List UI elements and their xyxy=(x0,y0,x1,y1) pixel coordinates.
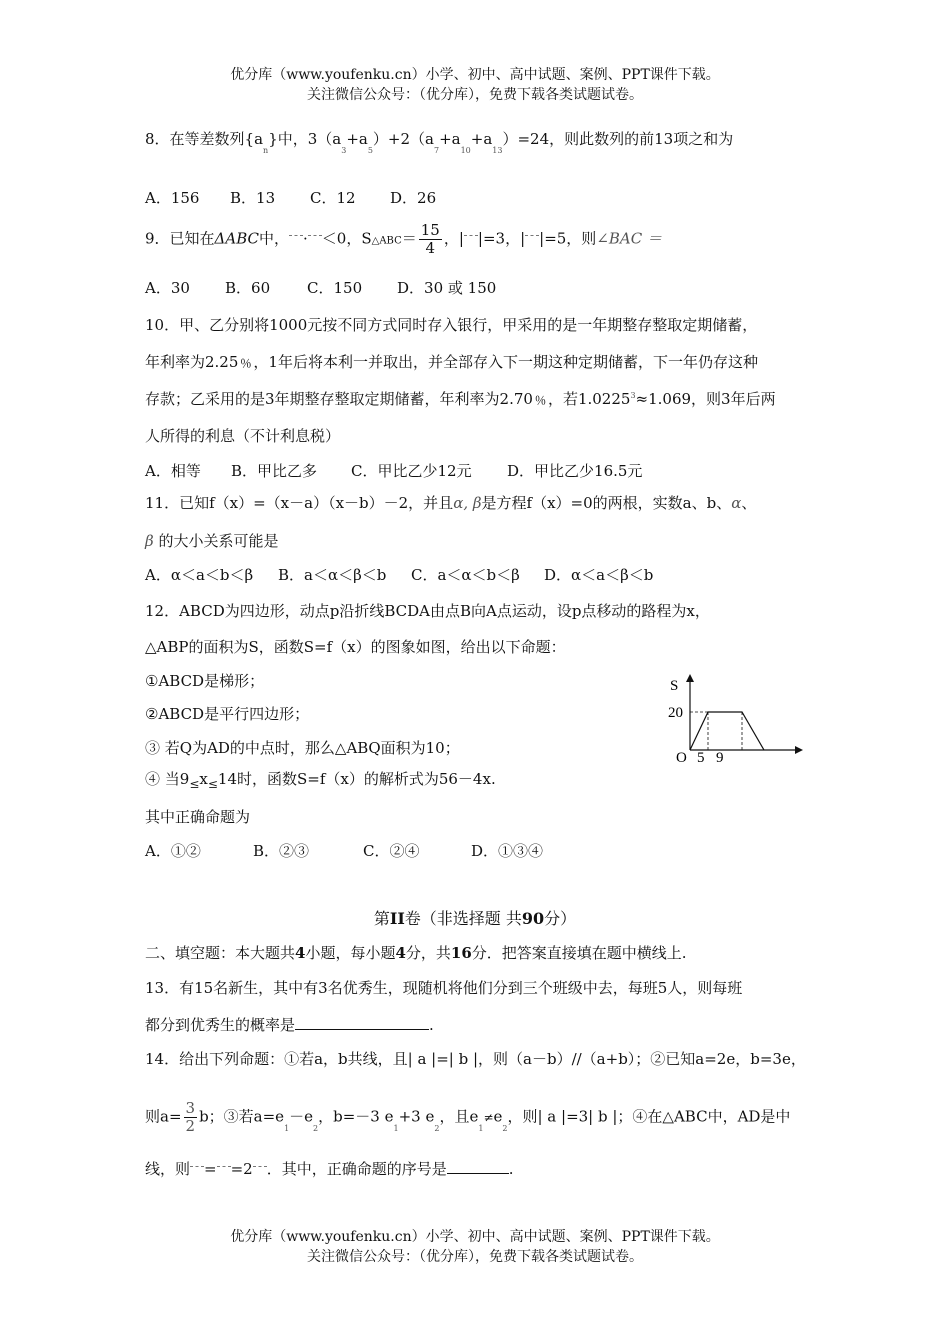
q14-line-2: 则a= $\frac{3}{2}$ b；③若$a=e_1-e_2$，b=－3 $e_1+3$ $e_2$，且$e_1\ne e_2$，则| a |=3| b |；④在△ABC中，AD是中 xyxy=(145,1099,791,1135)
header-line-1: 优分库（www.youfenku.cn）小学、初中、高中试题、案例、PPT课件下载。 xyxy=(230,67,720,83)
q11-line-1: 11．已知f（x）=（x－a）（x－b）－2，并且α, β是方程f（x）=0的两根，实数a、b、α、 xyxy=(145,494,757,512)
vector-ad-icon xyxy=(253,1166,267,1175)
q8-options xyxy=(145,187,436,208)
q12-proposition-2: ②ABCD是平行四边形； xyxy=(145,705,310,723)
option-a[interactable]: A．①② xyxy=(145,842,201,860)
q14-line-3: 线，则 = =2 ．其中，正确命题的序号是 . xyxy=(145,1160,514,1178)
q9-text: |=3，| xyxy=(477,229,526,248)
q9-text: 中， xyxy=(259,229,290,248)
q10-line-3: 存款；乙采用的是3年期整存整取定期储蓄，年利率为2.70﹪，若$1.0225^3\approx 1.069$，则3年后两 xyxy=(145,390,776,408)
q13-line-1: 13．有15名新生，其中有3名优秀生，现随机将他们分到三个班级中去，每班5人，则每班 xyxy=(145,979,743,997)
option-b[interactable]: B．60 xyxy=(225,279,271,297)
q10-options xyxy=(145,460,642,481)
header-line-2: 关注微信公众号：（优分库），免费下载各类试题试卷。 xyxy=(307,87,643,103)
option-c[interactable]: C．甲比乙少12元 xyxy=(351,462,472,480)
q8-text: 8．在等差数列{a xyxy=(145,130,264,148)
option-d[interactable]: D．甲比乙少16.5元 xyxy=(507,462,643,480)
q9-triangle: ΔABC xyxy=(214,229,259,248)
x-axis-arrow-icon xyxy=(795,746,803,754)
q12-proposition-1: ①ABCD是梯形； xyxy=(145,672,265,690)
option-b[interactable]: B．a＜α＜β＜b xyxy=(278,566,387,584)
y-axis-arrow-icon xyxy=(686,674,694,682)
q12-options xyxy=(145,840,543,861)
q9-eq: ＝ xyxy=(401,229,417,248)
option-b[interactable]: B．甲比乙多 xyxy=(231,462,318,480)
option-c[interactable]: C．a＜α＜b＜β xyxy=(411,566,520,584)
vector-ac-icon xyxy=(308,235,322,244)
option-c[interactable]: C．12 xyxy=(310,189,356,207)
graph-x2: 9 xyxy=(716,750,724,766)
option-c[interactable]: C．②④ xyxy=(363,842,420,860)
graph-x1: 5 xyxy=(697,750,705,766)
q12-proposition-3: ③ 若Q为AD的中点时，那么△ABQ面积为10； xyxy=(145,739,460,757)
vector-ab-icon xyxy=(190,1166,204,1175)
q9-dot: · xyxy=(303,229,308,248)
q9-options xyxy=(145,277,496,298)
q12-line-2: △ABP的面积为S，函数S=f（x）的图象如图，给出以下命题： xyxy=(145,638,566,656)
option-d[interactable]: D．30 或 150 xyxy=(397,279,497,297)
section-intro: 二、填空题：本大题共4小题，每小题4分，共16分．把答案直接填在题中横线上. xyxy=(145,944,687,962)
option-d[interactable]: D．α＜a＜β＜b xyxy=(544,566,654,584)
q9-area-sub: △ABC xyxy=(371,235,402,247)
q14-line-1: 14．给出下列命题：①若a，b共线，且| a |=| b |，则（a－b）//（a+b）；②已知a=2e，b=3e， xyxy=(145,1050,806,1068)
q8-text: +a xyxy=(470,130,493,148)
q8-sub: 7 xyxy=(433,146,440,155)
q13-line-2: 都分到优秀生的概率是 . xyxy=(145,1016,434,1034)
q8-text: ）=24，则此数列的前13项之和为 xyxy=(502,130,734,148)
graph-y-value: 20 xyxy=(668,705,683,721)
q9-fraction: $\frac{15}{4}$ xyxy=(420,221,440,257)
q14-fraction: $\frac{3}{2}$ xyxy=(185,1099,196,1135)
graph-origin: O xyxy=(676,750,687,766)
vector-ac-icon xyxy=(525,235,539,244)
vector-ac-icon xyxy=(217,1166,231,1175)
question-8 xyxy=(145,128,734,155)
q9-angle: ∠BAC ＝ xyxy=(596,229,662,248)
q8-sub: n xyxy=(263,146,269,155)
q8-text: }中，3（a xyxy=(268,130,342,148)
graph-s-label: S xyxy=(670,678,679,694)
q13-answer-blank[interactable] xyxy=(295,1014,429,1030)
q12-function-graph xyxy=(660,672,810,772)
q9-text: |=5，则 xyxy=(539,229,597,248)
q8-sub: 10 xyxy=(460,146,471,155)
option-a[interactable]: A．相等 xyxy=(145,462,201,480)
question-9 xyxy=(145,222,662,257)
option-c[interactable]: C．150 xyxy=(307,279,363,297)
q8-text: ）+2（a xyxy=(372,130,434,148)
option-d[interactable]: D．26 xyxy=(390,189,437,207)
q9-text: ，| xyxy=(443,229,464,248)
option-b[interactable]: B．13 xyxy=(230,189,276,207)
q8-text: +a xyxy=(346,130,368,148)
vector-ab-icon xyxy=(289,235,303,244)
q12-prompt: 其中正确命题为 xyxy=(145,808,251,826)
q11-line-2: β 的大小关系可能是 xyxy=(145,532,279,550)
q10-line-1: 10．甲、乙分别将1000元按不同方式同时存入银行，甲采用的是一年期整存整取定期储蓄， xyxy=(145,316,758,334)
q10-line-4: 人所得的利息（不计利息税） xyxy=(145,427,341,445)
footer-line-1: 优分库（www.youfenku.cn）小学、初中、高中试题、案例、PPT课件下载。 xyxy=(230,1229,720,1245)
q9-text: ＜0，S xyxy=(321,229,372,248)
q8-sub: 5 xyxy=(367,146,373,155)
section-title: 第II卷（非选择题 共90分） xyxy=(373,909,577,928)
graph-curve xyxy=(690,712,764,750)
option-d[interactable]: D．①③④ xyxy=(471,842,544,860)
footer-line-2: 关注微信公众号：（优分库），免费下载各类试题试卷。 xyxy=(307,1249,643,1265)
option-a[interactable]: A．156 xyxy=(145,189,200,207)
q11-options xyxy=(145,564,653,585)
q9-text: 9．已知在 xyxy=(145,229,215,248)
q12-proposition-4: ④ 当$9_\le x_\le 14$时，函数S=f（x）的解析式为56－4x. xyxy=(145,770,496,791)
option-a[interactable]: A．30 xyxy=(145,279,190,297)
q12-line-1: 12．ABCD为四边形，动点p沿折线BCDA由点B向A点运动，设p点移动的路程为x， xyxy=(145,602,710,620)
vector-ab-icon xyxy=(464,235,478,244)
option-b[interactable]: B．②③ xyxy=(253,842,310,860)
q8-text: +a xyxy=(439,130,461,148)
q14-answer-blank[interactable] xyxy=(447,1158,509,1174)
q8-sub: 13 xyxy=(492,146,503,155)
q8-sub: 3 xyxy=(341,146,347,155)
q10-line-2: 年利率为2.25﹪，1年后将本利一并取出，并全部存入下一期这种定期储蓄，下一年仍存这种 xyxy=(145,353,758,371)
option-a[interactable]: A．α＜a＜b＜β xyxy=(145,566,254,584)
